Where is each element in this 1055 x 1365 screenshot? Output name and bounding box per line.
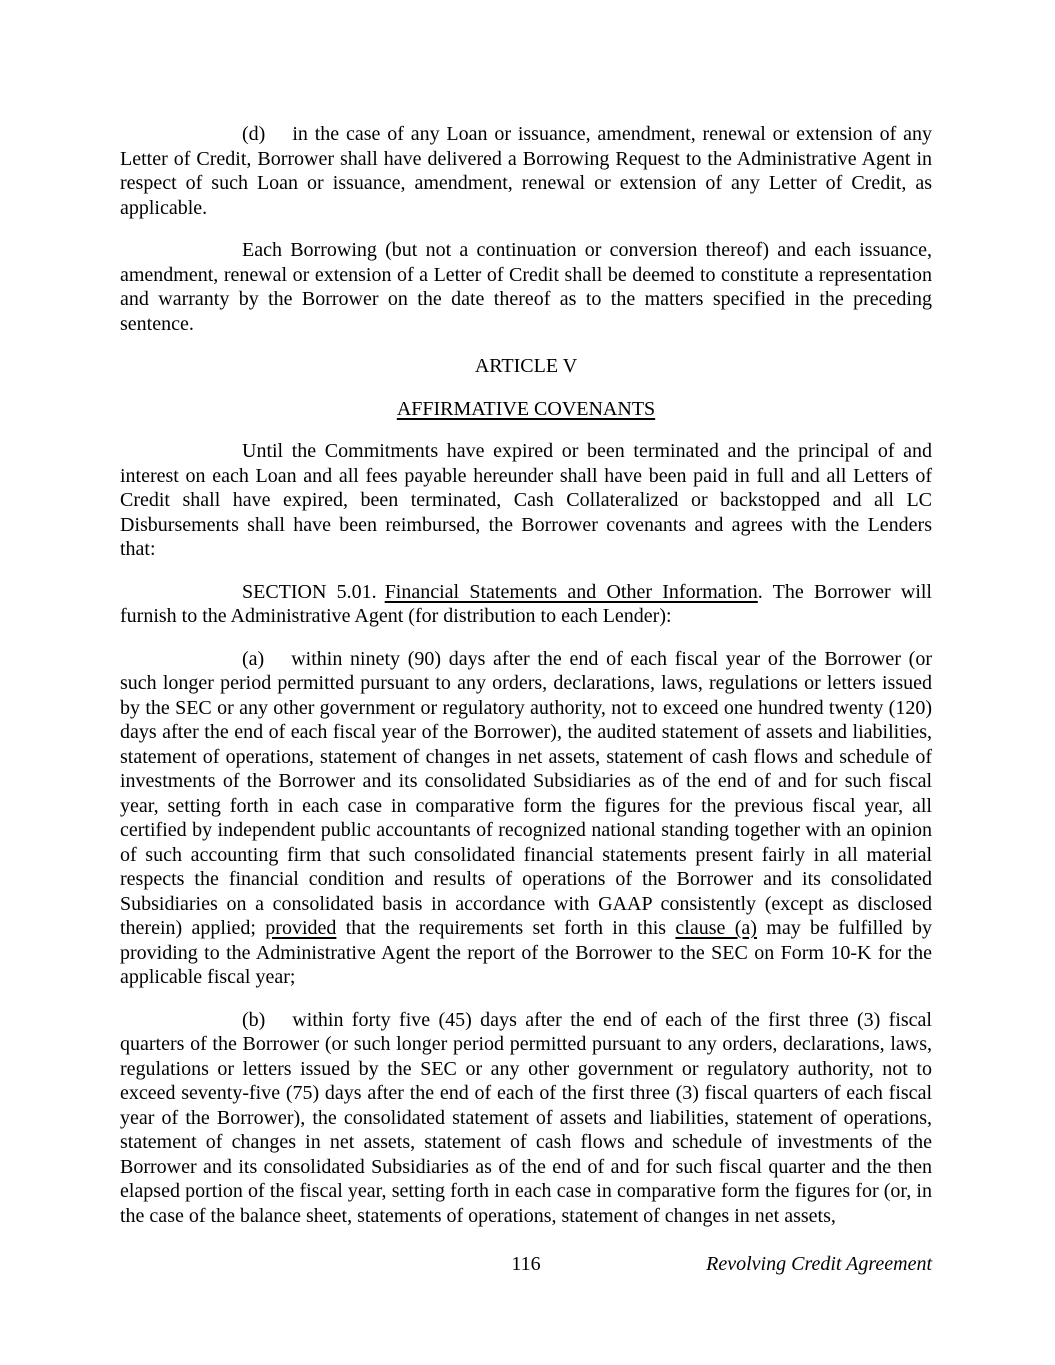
- article-subheading: [120, 397, 932, 422]
- paragraph-until-commitments: [120, 439, 932, 562]
- paragraph-clause-b: [120, 1008, 932, 1229]
- paragraph-each-borrowing: [120, 238, 932, 336]
- clause-a-text-2: that the requirements set forth in this: [336, 917, 676, 939]
- clause-a-label: (a): [242, 647, 265, 670]
- page-number: 116: [511, 1253, 541, 1275]
- clause-b-text: within forty five (45) days after the end of each of the first three (3) fiscal quarters of the Borrower (or such longer period permitted pursuant to any orders, declarations, laws, regulations or letters issued by the SEC or any other government or regulatory authority, not to exceed seventy-five (75) days after the end of each of the first three (3) fiscal quarters of each fiscal year of the Borrower), the consolidated statement of assets and liabilities, statement of operations, statement of changes in net assets, statement of cash flows and schedule of investments of the Borrower and its consolidated Subsidiaries as of the end of and for such fiscal quarter and the then elapsed portion of the fiscal year, setting forth in each case in comparative form the figures for (or, in the case of the balance sheet, statements of operations, statement of changes in net assets,: [120, 1008, 932, 1227]
- clause-a-reference: clause (a): [675, 917, 757, 939]
- until-commitments-text: Until the Commitments have expired or been terminated and the principal of and interest on each Loan and all fees payable hereunder shall have been paid in full and all Letters of Credit shall have expired, been terminated, Cash Collateralized or backstopped and all LC Disbursements shall have been reimbursed, the Borrower covenants and agrees with the Lenders that:: [120, 440, 932, 560]
- clause-d-label: (d): [242, 123, 266, 145]
- section-501-title: Financial Statements and Other Information: [384, 580, 758, 603]
- clause-a-text-1: within ninety (90) days after the end of each fiscal year of the Borrower (or such longer period permitted pursuant to any orders, declarations, laws, regulations or letters issued by the SEC or any other government or regulatory authority, not to exceed one hundred twenty (120) days after the end of each fiscal year of the Borrower), the audited statement of assets and liabilities, statement of operations, statement of changes in net assets, statement of cash flows and schedule of investments of the Borrower and its consolidated Subsidiaries as of the end of and for such fiscal year, setting forth in each case in comparative form the figures for the previous fiscal year, all certified by independent public accountants of recognized national standing together with an opinion of such accounting firm that such consolidated financial statements present fairly in all material respects the financial condition and results of operations of the Borrower and its consolidated Subsidiaries on a consolidated basis in accordance with GAAP consistently (except as disclosed therein) applied;: [120, 647, 932, 939]
- section-501-after-text: . The Borrower will furnish to the Administrative Agent (for distribution to each Lender):: [120, 580, 932, 627]
- section-501-lead: SECTION 5.01.: [242, 580, 377, 603]
- paragraph-clause-d: [120, 122, 932, 220]
- page-footer: [120, 1252, 932, 1277]
- clause-b-label: (b): [242, 1008, 266, 1031]
- paragraph-clause-a: [120, 647, 932, 990]
- footer-doc-title: Revolving Credit Agreement: [706, 1253, 932, 1275]
- paragraph-section-501: [120, 580, 932, 629]
- clause-d-text: in the case of any Loan or issuance, amendment, renewal or extension of any Letter of Credit, Borrower shall have delivered a Borrowing Request to the Administrative Agent in respect of such Loan or issuance, amendment, renewal or extension of any Letter of Credit, as applicable.: [120, 123, 932, 219]
- article-heading: ARTICLE V: [474, 355, 578, 377]
- clause-a-text-3: may be fulfilled by providing to the Administrative Agent the report of the Borrower to the SEC on Form 10-K for the applicable fiscal year;: [120, 917, 933, 988]
- clause-a-provided-term: provided: [265, 917, 337, 939]
- article-subheading-text: AFFIRMATIVE COVENANTS: [396, 397, 656, 420]
- each-borrowing-text: Each Borrowing (but not a continuation or conversion thereof) and each issuance, amendment, renewal or extension of a Letter of Credit shall be deemed to constitute a representation and warranty by the Borrower on the date thereof as to the matters specified in the preceding sentence.: [120, 239, 932, 335]
